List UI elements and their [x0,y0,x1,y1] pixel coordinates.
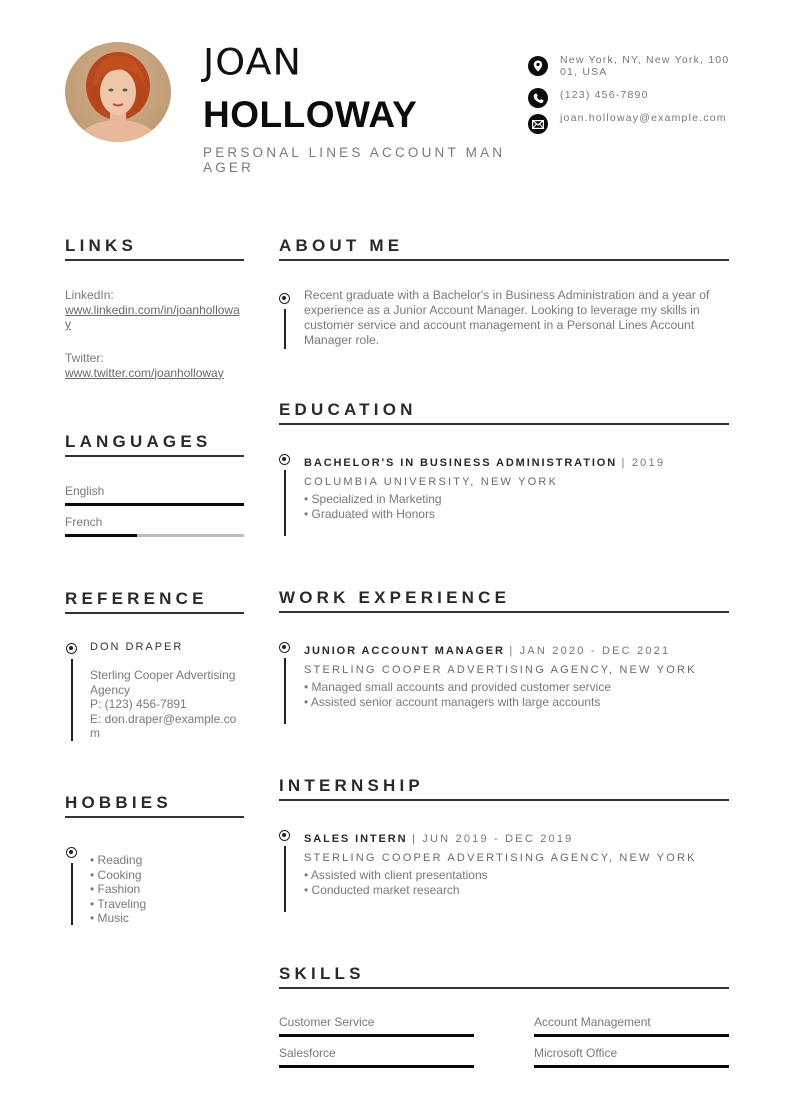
timeline-line [284,658,286,724]
languages-divider [65,455,244,457]
timeline-marker-icon [279,830,290,841]
reference-name: DON DRAPER [90,641,184,653]
education-bullets [304,492,442,521]
internship-company: STERLING COOPER ADVERTISING AGENCY, NEW YORK [304,852,697,864]
languages-heading: LANGUAGES [65,432,212,451]
hobbies-divider [65,816,244,818]
timeline-line [71,659,73,741]
hobby-item: • Fashion [90,882,141,896]
timeline-line [284,846,286,912]
language-french: French [65,515,103,529]
reference-email: E: don.draper@example.com [90,711,237,740]
first-name: JOAN [203,41,302,83]
work-bullet: • Managed small accounts and provided customer service [304,680,612,694]
reference-phone: P: (123) 456-7891 [90,697,187,711]
timeline-marker-icon [279,642,290,653]
skill-level-bar [534,1034,729,1037]
timeline-line [71,863,73,925]
skill-name: Customer Service [279,1015,375,1029]
links-heading: LINKS [65,236,137,255]
education-date: | 2019 [621,457,666,469]
education-title-row [304,453,665,471]
timeline-marker-icon [279,293,290,304]
internship-date: | JUN 2019 - DEC 2019 [411,833,574,845]
education-divider [279,423,729,425]
linkedin-label: LinkedIn: [65,288,114,302]
email-text: joan.holloway@example.com [560,112,727,124]
about-divider [279,259,729,261]
work-heading: WORK EXPERIENCE [279,588,511,607]
work-divider [279,611,729,613]
linkedin-link[interactable]: www.linkedin.com/in/joanholloway [65,302,240,331]
hobby-item: • Reading [90,853,143,867]
reference-divider [65,612,244,614]
school: COLUMBIA UNIVERSITY, NEW YORK [304,476,559,488]
hobby-item: • Music [90,911,129,925]
skill-name: Account Management [534,1015,651,1029]
timeline-marker-icon [66,643,77,654]
skill-level-bar [279,1034,474,1037]
internship-heading: INTERNSHIP [279,776,424,795]
work-title-row [304,641,670,659]
phone-icon [528,88,548,108]
skills-heading: SKILLS [279,964,365,983]
internship-bullets [304,868,488,897]
internship-divider [279,799,729,801]
english-level-bar [65,503,244,506]
language-english: English [65,484,105,498]
degree: BACHELOR'S IN BUSINESS ADMINISTRATION [304,457,618,469]
last-name: HOLLOWAY [203,94,418,135]
profile-photo-illustration [65,42,171,142]
timeline-line [284,470,286,536]
about-heading: ABOUT ME [279,236,404,255]
location-pin-icon [528,56,548,76]
twitter-label: Twitter: [65,351,104,365]
phone-text: (123) 456-7890 [560,89,649,101]
work-company: STERLING COOPER ADVERTISING AGENCY, NEW YORK [304,664,697,676]
reference-heading: REFERENCE [65,589,208,608]
linkedin-item [65,288,245,332]
skill-level-bar [279,1065,474,1068]
about-text: Recent graduate with a Bachelor's in Business Administration and a year of experience as a Junior Account Manager. Looking to leverage my skills in customer service and account management in a Personal Lines Account Manager role. [304,288,710,347]
work-date: | JAN 2020 - DEC 2021 [509,645,671,657]
skills-divider [279,987,729,989]
email-icon [528,114,548,134]
internship-bullet: • Conducted market research [304,882,460,897]
hobby-item: • Traveling [90,896,147,911]
work-role: JUNIOR ACCOUNT MANAGER [304,645,505,657]
reference-company: Sterling Cooper Advertising Agency [90,668,236,697]
timeline-marker-icon [66,847,77,858]
contact-address [528,54,730,78]
profile-photo [65,42,171,142]
education-bullet: • Specialized in Marketing [304,492,442,506]
timeline-marker-icon [279,454,290,465]
skill-level-bar [534,1065,729,1068]
hobbies-list [90,853,146,926]
timeline-line [284,309,286,349]
education-heading: EDUCATION [279,400,417,419]
twitter-link[interactable]: www.twitter.com/joanholloway [65,365,224,380]
skill-name: Microsoft Office [534,1046,618,1060]
links-divider [65,259,244,261]
twitter-item [65,351,245,380]
contact-phone [528,86,730,108]
internship-title-row [304,829,574,847]
internship-role: SALES INTERN [304,833,408,845]
internship-bullet: • Assisted with client presentations [304,868,488,882]
job-title: PERSONAL LINES ACCOUNT MANAGER [203,145,506,175]
french-level-bar [65,534,137,537]
hobby-item: • Cooking [90,867,142,882]
work-bullet: • Assisted senior account managers with large accounts [304,694,601,709]
hobbies-heading: HOBBIES [65,793,172,812]
skill-name: Salesforce [279,1046,336,1060]
contact-email [528,112,730,134]
work-bullets [304,680,611,709]
address-text: New York, NY, New York, 10001, USA [560,54,730,78]
reference-details [90,668,244,741]
education-bullet: • Graduated with Honors [304,506,435,521]
